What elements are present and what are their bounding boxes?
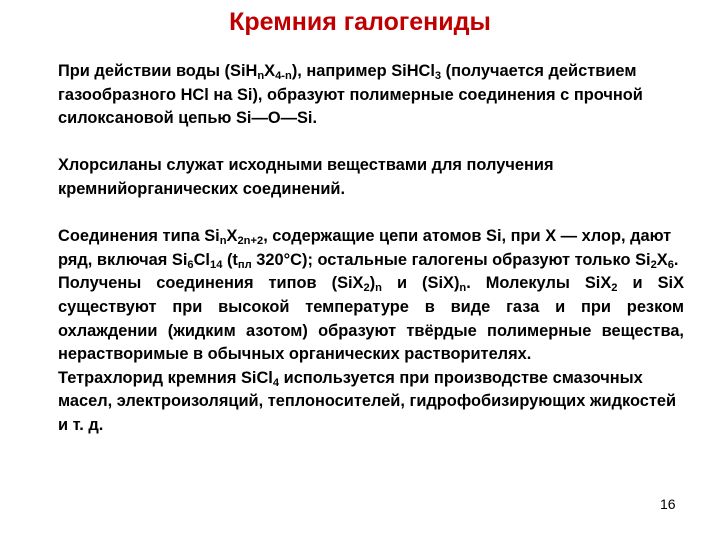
subscript: 2 xyxy=(611,282,618,295)
formula: Si xyxy=(204,227,220,246)
subscript: 2n+2 xyxy=(237,235,264,248)
paragraph-obtained-compounds xyxy=(58,272,684,366)
formula: X xyxy=(545,227,557,246)
formula: X xyxy=(656,250,668,269)
text: Получены соединения типов ( xyxy=(58,274,338,293)
text: Хлорсиланы служат исходными веществами для получения кремнийорганических соединений. xyxy=(58,156,554,198)
formula: Si xyxy=(171,250,188,269)
paragraph-chlorosilanes xyxy=(58,154,684,201)
text: ) xyxy=(453,274,460,293)
subscript: 4 xyxy=(272,376,280,389)
paragraph-hydrolysis xyxy=(58,60,684,131)
text: ), образуют полимерные соединения с прочной силоксановой цепью xyxy=(58,85,643,128)
formula: Si xyxy=(236,85,253,104)
subscript: 14 xyxy=(210,258,223,271)
text: существуют при высокой температуре в виде газа и при резком охлаждении (жидким азотом) образуют твёрдые полимерные вещества, нерастворимые в обычных органических растворителях. xyxy=(58,297,684,364)
text: , содержащие цепи атомов xyxy=(263,227,487,246)
subscript: n xyxy=(459,282,467,295)
text: и xyxy=(617,274,658,293)
formula: Si—O—Si xyxy=(235,109,313,128)
text: Тетрахлорид кремния xyxy=(58,368,241,387)
subscript: 6 xyxy=(667,258,674,271)
text: и ( xyxy=(381,274,428,293)
formula: SiHCl xyxy=(391,62,435,80)
subscript: пл xyxy=(237,258,252,271)
paragraph-gap xyxy=(58,202,684,226)
formula: SiX xyxy=(337,274,364,293)
paragraph-gap xyxy=(58,131,684,155)
text: Соединения типа xyxy=(58,227,205,246)
text: . xyxy=(312,109,318,128)
text: — хлор, xyxy=(556,227,631,246)
text: на xyxy=(208,85,237,104)
slide-title: Кремния галогениды xyxy=(229,8,491,36)
text: (t xyxy=(222,250,238,269)
text: При действии воды ( xyxy=(58,62,231,80)
formula: Si xyxy=(635,250,651,269)
text: . xyxy=(673,250,679,269)
text: ), например xyxy=(291,62,392,80)
subscript: 3 xyxy=(434,70,442,83)
formula: SiX xyxy=(427,274,454,293)
formula: SiCl xyxy=(240,368,273,387)
paragraph-compounds-type xyxy=(58,225,684,272)
formula: SiX xyxy=(657,274,684,293)
subscript: n xyxy=(257,70,265,83)
text: дают ряд, включая xyxy=(58,227,672,269)
slide-body xyxy=(58,60,684,438)
text: (получается действием газообразного xyxy=(58,62,637,104)
text: используется при производстве смазочных масел, электроизоляций, теплоносителей, гидрофобизирующих жидкостей и т. д. xyxy=(58,368,677,434)
subscript: 2 xyxy=(363,282,370,295)
text: 320°C); остальные галогены образуют только xyxy=(251,250,636,269)
subscript: n xyxy=(219,235,227,248)
paragraph-tetrachloride xyxy=(58,367,684,438)
formula: X xyxy=(264,62,276,80)
formula: Cl xyxy=(193,250,210,269)
text: , при xyxy=(501,227,546,246)
subscript: 6 xyxy=(187,258,194,271)
page-number: 16 xyxy=(660,496,676,512)
subscript: n xyxy=(375,282,382,295)
subscript: 2 xyxy=(650,258,657,271)
formula: Si xyxy=(486,227,502,246)
text: . Молекулы xyxy=(466,274,585,293)
formula: HCl xyxy=(180,85,209,104)
formula: SiX xyxy=(584,274,612,293)
formula: SiH xyxy=(230,62,258,80)
formula: X xyxy=(226,227,238,246)
subscript: 4-n xyxy=(275,70,292,83)
text: ) xyxy=(369,274,376,293)
